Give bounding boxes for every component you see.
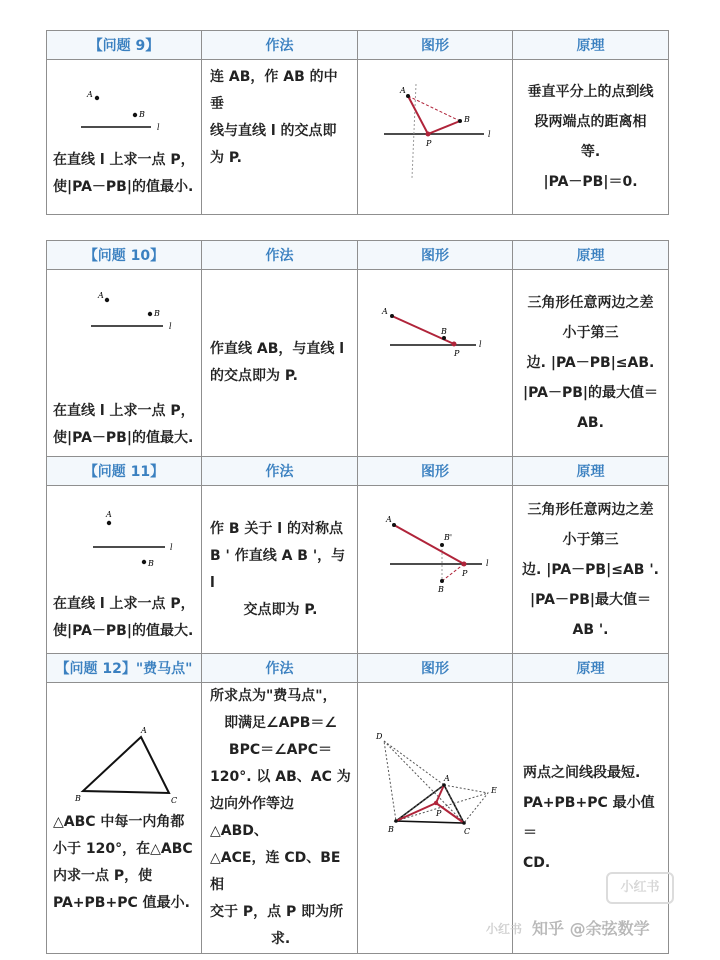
problem-title: 【问题 11】 [47,457,202,486]
svg-text:P: P [454,349,460,358]
figure-header: 图形 [358,241,513,270]
method-line: 为 P. [210,150,242,166]
method-line: 作直线 AB，与直线 l [210,341,345,357]
method-line: BPC＝∠APC＝ [228,742,333,758]
principle-line: 段两端点的距离相 [534,114,647,130]
svg-text:B': B' [444,532,453,542]
watermark-left: 小红书 [486,922,523,936]
figure-cell [358,683,513,954]
label-b: B [139,110,145,119]
method-line: 所求点为"费马点"， [210,688,337,704]
svg-text:l: l [488,130,491,139]
principle-line: 垂直平分上的点到线 [527,84,654,100]
svg-text:l: l [486,558,489,568]
principle-line: 等. [580,144,601,160]
problem-title: 【问题 10】 [47,241,202,270]
principle-line: 小于第三 [562,325,619,341]
principle-line: |PA－PB|的最大值＝ [523,385,658,401]
method-line: 交于 P，点 P 即为所 [210,904,344,920]
watermark-text: 知乎 @余弦数学 [532,919,650,938]
problem-line: 在直线 l 上求一点 P， [53,595,195,612]
problem-line: 小于 120°，在△ABC [53,841,193,857]
method-cell [202,60,358,215]
svg-text:B: B [148,558,154,568]
method-line: 的交点即为 P. [210,368,298,384]
figure-fermat-point [358,699,510,933]
content-row [47,486,669,654]
method-header: 作法 [202,241,358,270]
svg-text:D: D [376,732,383,741]
svg-text:A: A [444,774,450,783]
content-row [47,270,669,457]
svg-text:B: B [388,825,394,834]
svg-text:B: B [464,115,470,124]
svg-text:P: P [462,568,468,578]
problem-triangle [47,719,199,805]
principle-line: 三角形任意两边之差 [527,295,654,311]
svg-text:P: P [436,809,442,818]
method-line: 即满足∠APB＝∠ [224,715,337,731]
header-row [47,654,669,683]
principle-line: 三角形任意两边之差 [527,501,654,518]
problem-line: PA+PB+PC 值最小. [53,895,190,911]
method-header: 作法 [202,457,358,486]
figure-header: 图形 [358,457,513,486]
problem-sketch [47,73,199,143]
problem-title: 【问题 12】"费马点" [47,654,202,683]
problem-line: 使|PA－PB|的值最大. [53,430,194,446]
svg-text:B: B [441,327,447,336]
method-cell [202,486,358,654]
figure-perpendicular-bisector [358,60,510,210]
label-l: l [157,123,160,132]
svg-text:l: l [170,542,173,552]
method-header: 作法 [202,31,358,60]
svg-text:A: A [382,307,388,316]
problem-cell [47,60,202,215]
label-a: A [87,90,93,99]
watermark-badge: 小红书 [606,872,674,904]
svg-text:C: C [464,827,471,836]
svg-text:A: A [386,514,392,524]
principle-line: |PA－PB|最大值＝ [530,591,651,608]
method-line: 120°. 以 AB、AC 为 [210,769,351,785]
principle-header: 原理 [513,31,669,60]
method-line: B ' 作直线 A B '，与 l [210,547,346,591]
problem-sketch [47,274,199,368]
method-line: 边向外作等边△ABD、 [210,796,294,839]
principle-line: AB. [577,415,604,431]
principle-line: AB '. [572,621,609,638]
principle-line: 小于第三 [562,531,619,548]
problem-line: 使|PA－PB|的值最小. [53,179,194,195]
principle-line: PA+PB+PC 最小值＝ [523,795,655,841]
method-line: 交点即为 P. [243,601,318,618]
content-row [47,60,669,215]
method-line: △ACE，连 CD、BE 相 [210,850,341,893]
principle-cell [513,486,669,654]
problem-line: 内求一点 P，使 [53,868,153,884]
principle-header: 原理 [513,241,669,270]
principle-header: 原理 [513,654,669,683]
table-problem-9 [46,30,669,215]
principle-line: CD. [523,855,551,871]
method-line: 线与直线 l 的交点即 [210,123,337,139]
figure-cell [358,270,513,457]
svg-text:A: A [98,291,104,300]
svg-text:A: A [141,726,147,735]
svg-text:P: P [426,139,432,148]
method-line: 求. [270,931,291,947]
svg-text:C: C [171,796,178,805]
method-cell [202,683,358,954]
svg-text:B: B [75,794,81,803]
principle-cell [513,60,669,215]
svg-text:l: l [479,340,482,349]
problem-line: 使|PA－PB|的值最大. [53,622,194,639]
figure-header: 图形 [358,654,513,683]
principle-line: 边. |PA－PB|≤AB '. [522,561,659,578]
svg-text:B: B [438,584,444,594]
figure-line-ab [358,270,510,380]
svg-text:E: E [491,786,497,795]
method-cell [202,270,358,457]
problem-title: 【问题 9】 [47,31,202,60]
problem-line: 在直线 l 上求一点 P， [53,152,195,168]
problem-cell [47,270,202,457]
method-line: 连 AB，作 AB 的中垂 [210,69,338,112]
principle-line: 边. |PA－PB|≤AB. [526,355,655,371]
figure-cell [358,60,513,215]
problem-line: 在直线 l 上求一点 P， [53,403,195,419]
problem-cell [47,683,202,954]
method-header: 作法 [202,654,358,683]
svg-text:A: A [400,86,406,95]
problem-sketch [47,495,199,587]
problem-cell [47,486,202,654]
svg-text:A: A [106,509,112,519]
principle-line: |PA－PB|＝0. [543,174,638,190]
figure-cell [358,486,513,654]
principle-cell [513,270,669,457]
problem-line: △ABC 中每一内角都 [53,814,185,830]
figure-header: 图形 [358,31,513,60]
content-row [47,683,669,954]
svg-text:l: l [169,322,172,331]
principle-header: 原理 [513,457,669,486]
header-row [47,31,669,60]
table-problems-10-12 [46,240,669,954]
principle-line: 两点之间线段最短. [523,765,641,781]
principle-cell [513,683,669,954]
figure-reflection [358,488,510,648]
header-row [47,457,669,486]
svg-text:B: B [154,309,160,318]
header-row [47,241,669,270]
method-line: 作 B 关于 l 的对称点 [210,520,343,537]
